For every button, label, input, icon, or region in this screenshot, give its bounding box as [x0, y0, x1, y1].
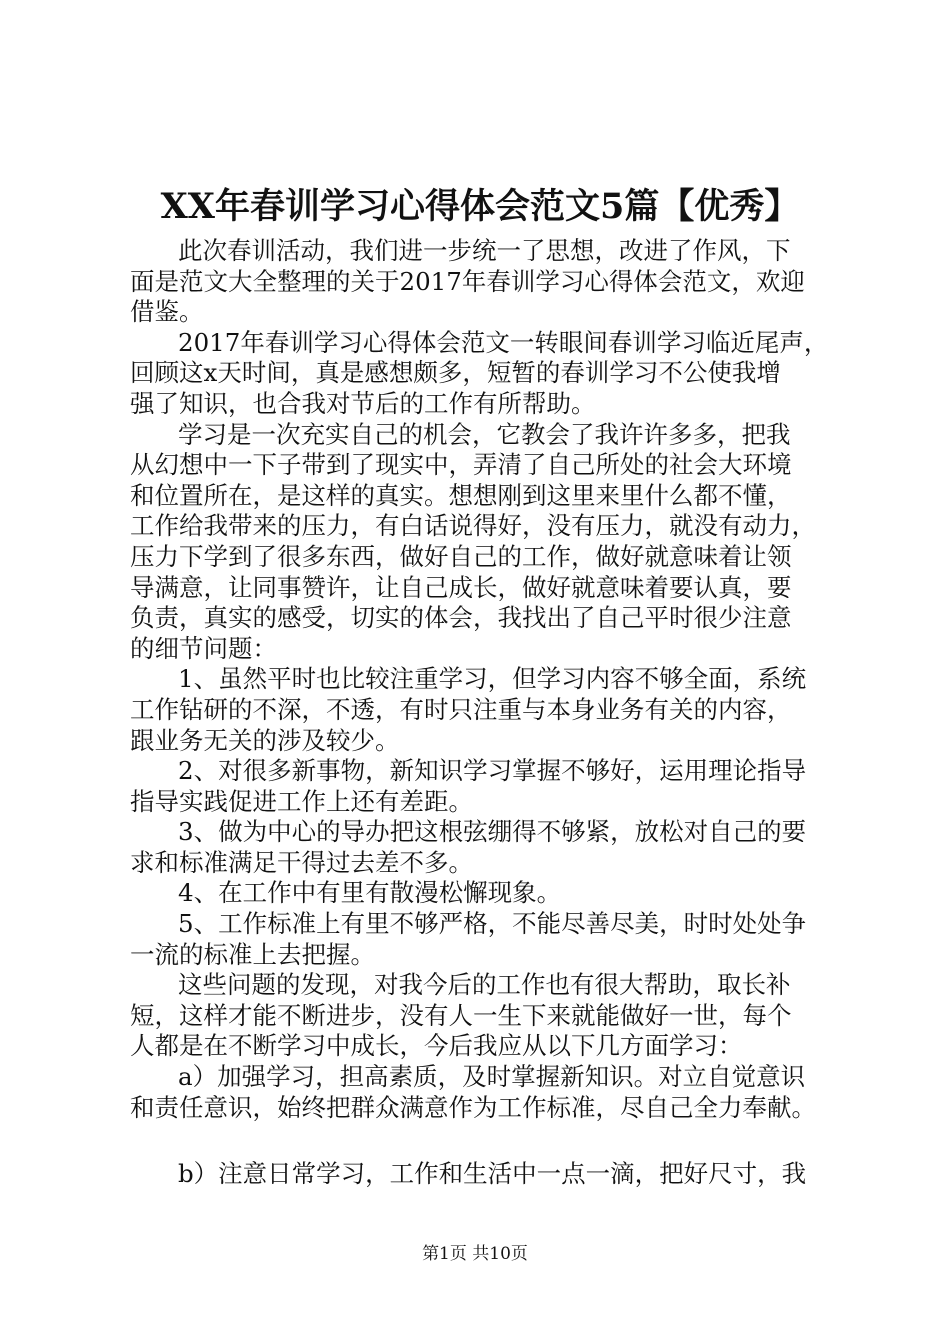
text-line: 1、虽然平时也比较注重学习，但学习内容不够全面，系统	[178, 664, 807, 694]
text-line: 求和标准满足干得过去差不多。	[130, 847, 473, 877]
text-line: 3、做为中心的导办把这根弦绷得不够紧，放松对自己的要	[178, 817, 807, 847]
text-line: 从幻想中一下子带到了现实中，弄清了自己所处的社会大环境	[130, 450, 792, 480]
paragraph-gap	[130, 1123, 835, 1159]
text-line: 短，这样才能不断进步，没有人一生下来就能做好一世，每个	[130, 1000, 792, 1030]
text-line: 5、工作标准上有里不够严格，不能尽善尽美，时时处处争	[178, 909, 807, 939]
text-line: 4、在工作中有里有散漫松懈现象。	[178, 878, 562, 908]
text-line: 人都是在不断学习中成长，今后我应从以下几方面学习：	[130, 1031, 743, 1061]
text-line: 面是范文大全整理的关于2017年春训学习心得体会范文，欢迎	[130, 266, 805, 296]
text-line: 工作钻研的不深，不透，有时只注重与本身业务有关的内容，	[130, 694, 792, 724]
text-line: 2、对很多新事物，新知识学习掌握不够好，运用理论指导	[178, 756, 807, 786]
text-line: 2017年春训学习心得体会范文一转眼间春训学习临近尾声，	[178, 327, 829, 357]
text-line: 强了知识，也合我对节后的工作有所帮助。	[130, 388, 596, 418]
text-line: 和责任意识，始终把群众满意作为工作标准，尽自己全力奉献。	[130, 1092, 816, 1122]
text-line: 的细节问题：	[130, 633, 277, 663]
text-line: 跟业务无关的涉及较少。	[130, 725, 400, 755]
document-title: XX年春训学习心得体会范文5篇【优秀】	[160, 186, 800, 227]
page-footer: 第1页 共10页	[422, 1244, 528, 1264]
text-line: 指导实践促进工作上还有差距。	[130, 786, 473, 816]
text-line: b）注意日常学习，工作和生活中一点一滴，把好尺寸，我	[178, 1159, 807, 1189]
text-line: 借鉴。	[130, 297, 204, 327]
text-line: 压力下学到了很多东西，做好自己的工作，做好就意味着让领	[130, 541, 792, 571]
text-line: a）加强学习，担高素质，及时掌握新知识。对立自觉意识	[178, 1062, 806, 1092]
text-line: 回顾这x天时间，真是感想颇多，短暂的春训学习不公使我增	[130, 358, 781, 388]
document-body	[130, 236, 835, 1190]
text-line: 工作给我带来的压力，有白话说得好，没有压力，就没有动力，	[130, 511, 816, 541]
text-line: 负责，真实的感受，切实的体会，我找出了自己平时很少注意	[130, 603, 792, 633]
text-line: 一流的标准上去把握。	[130, 939, 375, 969]
text-line: 和位置所在，是这样的真实。想想刚到这里来里什么都不懂，	[130, 480, 792, 510]
text-line: 这些问题的发现，对我今后的工作也有很大帮助，取长补	[178, 970, 791, 1000]
text-line: 此次春训活动，我们进一步统一了思想，改进了作风，下	[178, 236, 791, 265]
text-line: 学习是一次充实自己的机会，它教会了我许许多多，把我	[178, 419, 791, 449]
text-line: 导满意，让同事赞许，让自己成长，做好就意味着要认真，要	[130, 572, 792, 602]
